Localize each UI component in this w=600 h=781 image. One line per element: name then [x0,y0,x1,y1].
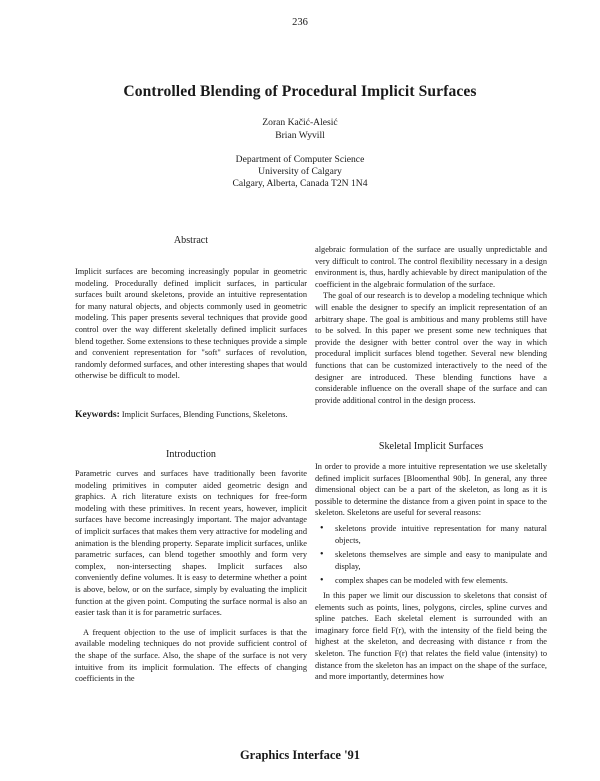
skeletal-paragraph: In this paper we limit our discussion to skeletons that consist of elements such as points, lines, polygons, circles, spline curves and spline patches. Each skeletal element is surrounded with an imaginary force field F(r), with the intensity of the field being the highest at the skeleton, and decreasing with distance r from the skeleton. The function F(r) that relates the field value (intensity) to distance from the skeleton has an impact on the shape of the surface, and more importantly, determines how [315,590,547,682]
abstract-heading: Abstract [173,235,209,246]
paper-title: Controlled Blending of Procedural Implicit Surfaces [123,83,477,100]
right-intro-paragraph: The goal of our research is to develop a modeling technique which will enable the designer to specify an implicit representation of an arbitrary shape. The goal is ambitious and many problems still have to be solved. In this paper we present some new techniques that provide the designer with better control over the way in which procedural implicit surfaces blend together. Several new blending functions that can be customized interactively to the need of the designer are introduced. These blending functions have a considerable influence on the overall shape of the surface and can provide additional control in the design process. [315,291,547,405]
introduction-paragraph: Parametric curves and surfaces have traditionally been favorite modeling primitives in computer aided geometric design and graphics. A rich literature exists on techniques for free-form modeling with these primitives. In recent years, however, implicit surfaces have become increasingly important. The major advantage of implicit surfaces that makes them very attractive for modeling and animation is the blending property. Separate implicit surfaces, unlike parametric surfaces, can blend together smoothly and form very complex, non-intersecting shapes. Implicit surfaces also conveniently define volumes. It is easy to determine whether a point is above, below, or on the surface, simply by evaluating the implicit function at the given point. Computing the surface normal is also an easier task than it is for parametric surfaces. [75,469,307,618]
list-item: • complex shapes can be modeled with few elements. [315,575,547,587]
list-item: • skeletons provide intuitive representation for many natural objects, [315,523,547,546]
affiliation-university: University of Calgary [258,165,342,177]
keywords-text: Implicit Surfaces, Blending Functions, Skeletons. [121,410,288,419]
affiliation-address: Calgary, Alberta, Canada T2N 1N4 [232,177,368,189]
affiliation-block [0,154,600,189]
skeletal-intro: In order to provide a more intuitive representation we use skeletally defined implicit surfaces [Bloomenthal 90b]. In general, any three dimensional object can be a part of the skeleton, as long as it is possible to determine the distance from a given point in space to the skeleton. Skeletons are useful for several reasons: [315,462,547,518]
keywords-label: Keywords: [75,409,120,420]
author-name: Zoran Kačić-Alesić [262,117,338,128]
author-name: Brian Wyvill [275,129,325,141]
page-number: 236 [292,17,308,28]
keywords-block [75,409,307,421]
skeletal-heading: Skeletal Implicit Surfaces [378,441,484,452]
skeletal-body [315,461,547,683]
right-intro-body [315,244,547,406]
introduction-heading: Introduction [166,449,216,460]
skeleton-reasons-list [315,523,547,587]
abstract-text: Implicit surfaces are becoming increasingly popular in geometric modeling. Procedurally defined implicit surfaces, in particular surfaces built around skeletons, provide an intuitive representation for many natural objects, and objects commonly used in geometric modeling. This paper presents several techniques that provide good control over the way different skeletally defined implicit surfaces blend together. Some extensions to these techniques provide a simple and convenient representation for "soft" surfaces of revolution, randomly deformed surfaces, and other interesting shapes that would otherwise be difficult to model. [75,267,307,381]
introduction-paragraph: A frequent objection to the use of implicit surfaces is that the available modeling techniques do not provide sufficient control of the shape of the surface. Also, the shape of the surface is not very intuitive from its implicit formulation. The effects of changing coefficients in the [75,627,307,684]
affiliation-department: Department of Computer Science [235,154,365,165]
conference-footer: Graphics Interface '91 [239,748,361,762]
authors-block [0,117,600,142]
abstract-body [75,266,307,382]
right-intro-paragraph: algebraic formulation of the surface are usually unpredictable and very difficult to control. The control flexibility necessary in a design environment is, thus, hardly achievable by direct manipulation of the coefficient in the algebraic formulation of the surface. [315,245,547,289]
list-item: • skeletons themselves are simple and easy to manipulate and display, [315,549,547,572]
introduction-body [75,468,307,685]
